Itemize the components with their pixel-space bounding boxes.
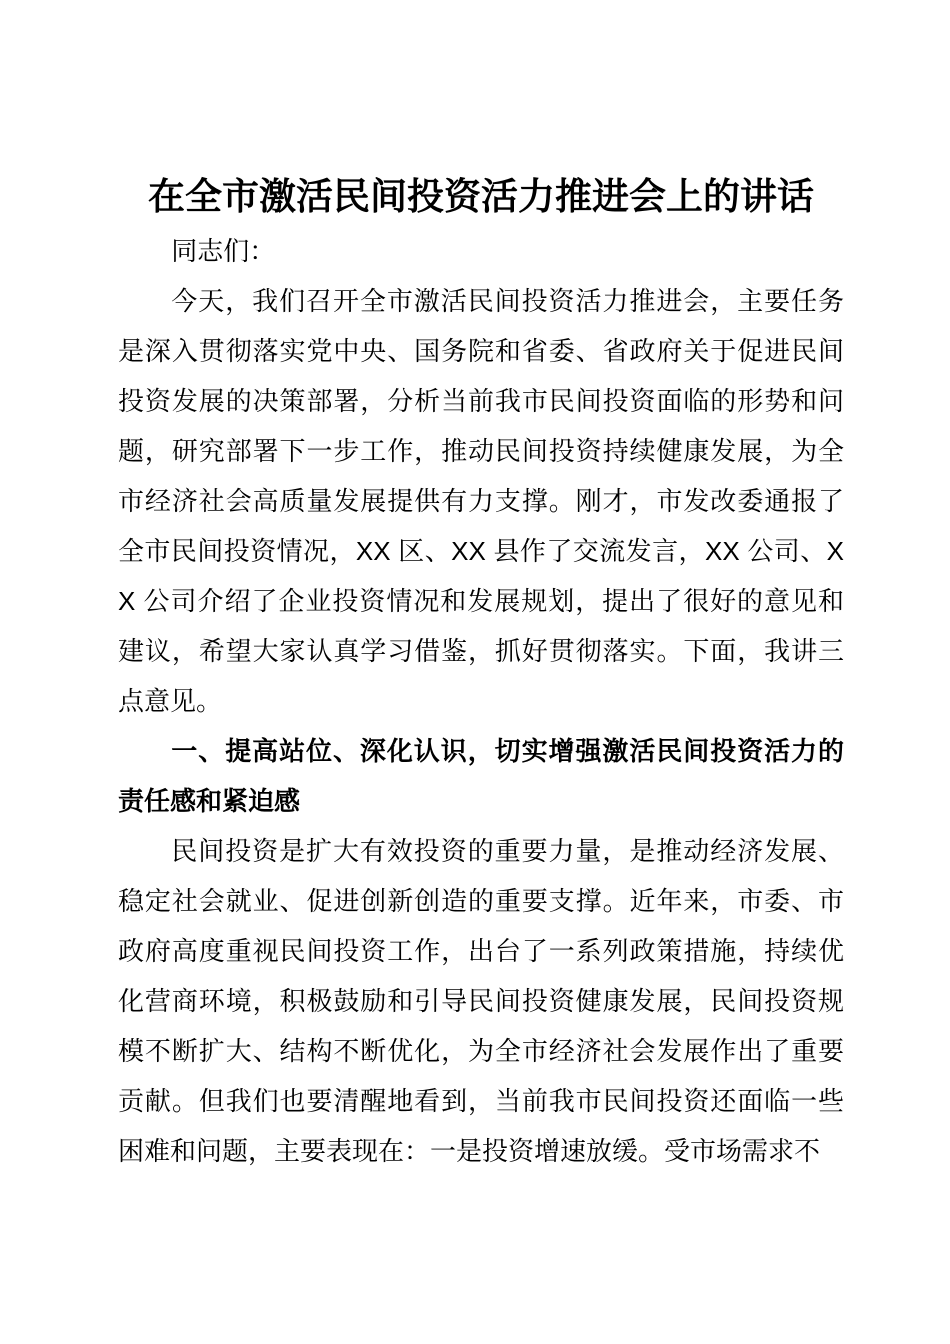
paragraph-salutation: 同志们： xyxy=(171,236,276,266)
paragraph-section-body: 民间投资是扩大有效投资的重要力量，是推动经济发展、稳定社会就业、促进创新创造的重要支撑。近年来，市委、市政府高度重视民间投资工作，出台了一系列政策措施，持续优化营商环境，积极鼓励和引导民间投资健康发展，民间投资规模不断扩大、结构不断优化，为全市经济社会发展作出了重要贡献。但我们也要清醒地看到，当前我市民间投资还面临一些困难和问题，主要表现在：一是投资增速放缓。受市场需求不 xyxy=(118,836,844,1166)
paragraph-section-heading: 一、提高站位、深化认识，切实增强激活民间投资活力的责任感和紧迫感 xyxy=(118,736,844,816)
document-title: 在全市激活民间投资活力推进会上的讲话 xyxy=(148,176,814,217)
paragraph-intro: 今天，我们召开全市激活民间投资活力推进会，主要任务是深入贯彻落实党中央、国务院和省委、省政府关于促进民间投资发展的决策部署，分析当前我市民间投资面临的形势和问题，研究部署下一步工作，推动民间投资持续健康发展，为全市经济社会高质量发展提供有力支撑。刚才，市发改委通报了全市民间投资情况，XX 区、XX 县作了交流发言，XX 公司、XX 公司介绍了企业投资情况和发展规划，提出了很好的意见和建议，希望大家认真学习借鉴，抓好贯彻落实。下面，我讲三点意见。 xyxy=(118,286,844,716)
